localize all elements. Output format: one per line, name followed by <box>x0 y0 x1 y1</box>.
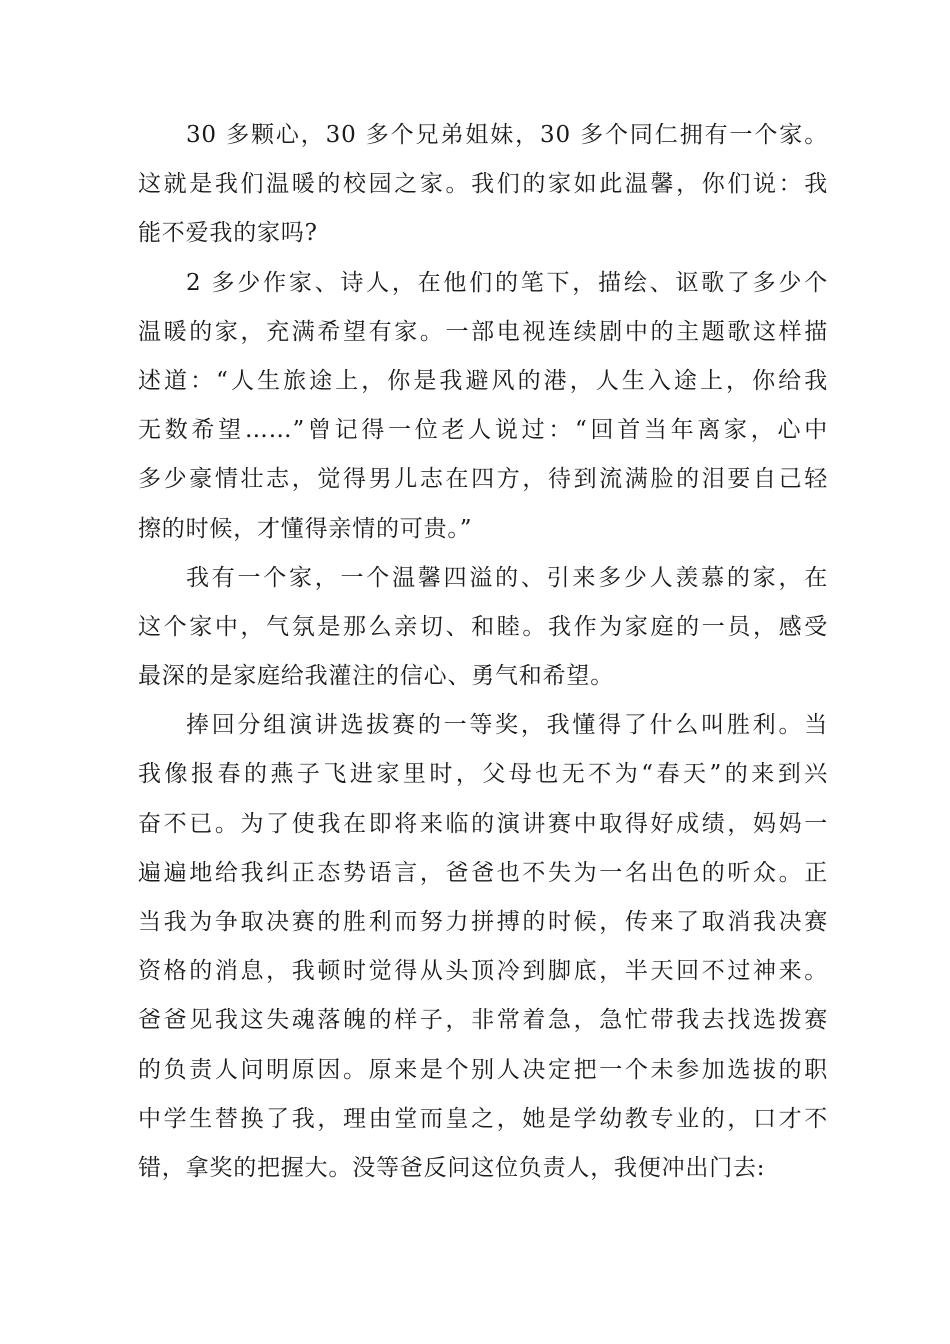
paragraph-1-line-1: 30 多颗心，30 多个兄弟姐妹，30 多个同仁拥有一个家。 <box>186 122 828 148</box>
paragraph-1-line-3: 能不爱我的家吗? <box>138 220 318 247</box>
paragraph-4-line-2: 我像报春的燕子飞进家里时，父母也无不为“春天”的来到兴 <box>138 761 828 788</box>
paragraph-3-line-1: 我有一个家，一个温馨四溢的、引来多少人羡慕的家，在 <box>186 564 828 591</box>
paragraph-2-line-6: 擦的时候，才懂得亲情的可贵。” <box>138 515 473 542</box>
paragraph-4-line-7: 爸爸见我这失魂落魄的样子，非常着急，急忙带我去找选拨赛 <box>138 1007 828 1034</box>
paragraph-4-line-4: 遍遍地给我纠正态势语言，爸爸也不失为一名出色的听众。正 <box>138 859 828 886</box>
paragraph-4-line-5: 当我为争取决赛的胜利而努力拼搏的时候，传来了取消我决赛 <box>138 909 828 935</box>
paragraph-4-line-9: 中学生替换了我，理由堂而皇之，她是学幼教专业的，口才不 <box>138 1105 828 1132</box>
paragraph-3-line-2: 这个家中，气氛是那么亲切、和睦。我作为家庭的一员，感受 <box>138 613 828 640</box>
paragraph-2-line-1: 2 多少作家、诗人，在他们的笔下，描绘、讴歌了多少个 <box>186 269 828 296</box>
paragraph-4-line-3: 奋不已。为了使我在即将来临的演讲赛中取得好成绩，妈妈一 <box>138 810 828 837</box>
paragraph-2-line-4: 无数希望……”曾记得一位老人说过：“回首当年离家，心中 <box>138 417 828 444</box>
document-body <box>138 111 828 1193</box>
paragraph-3-line-3: 最深的是家庭给我灌注的信心、勇气和希望。 <box>138 663 614 690</box>
paragraph-2-line-5: 多少豪情壮志，觉得男儿志在四方，待到流满脸的泪要自己轻 <box>138 466 828 493</box>
paragraph-4-line-1: 捧回分组演讲选拔赛的一等奖，我懂得了什么叫胜利。当 <box>186 712 828 739</box>
paragraph-4-line-6: 资格的消息，我顿时觉得从头顶冷到脚底，半天回不过神来。 <box>138 958 828 985</box>
paragraph-4-line-10: 错，拿奖的把握大。没等爸反问这位负责人，我便冲出门去: <box>138 1154 766 1181</box>
paragraph-1-line-2: 这就是我们温暖的校园之家。我们的家如此温馨，你们说：我 <box>138 171 828 198</box>
paragraph-2-line-2: 温暖的家，充满希望有家。一部电视连续剧中的主题歌这样描 <box>138 318 828 345</box>
paragraph-2-line-3: 述道：“人生旅途上，你是我避风的港，人生入途上，你给我 <box>138 367 828 394</box>
paragraph-4-line-8: 的负责人问明原因。原来是个别人决定把一个未参加选拔的职 <box>138 1056 828 1083</box>
